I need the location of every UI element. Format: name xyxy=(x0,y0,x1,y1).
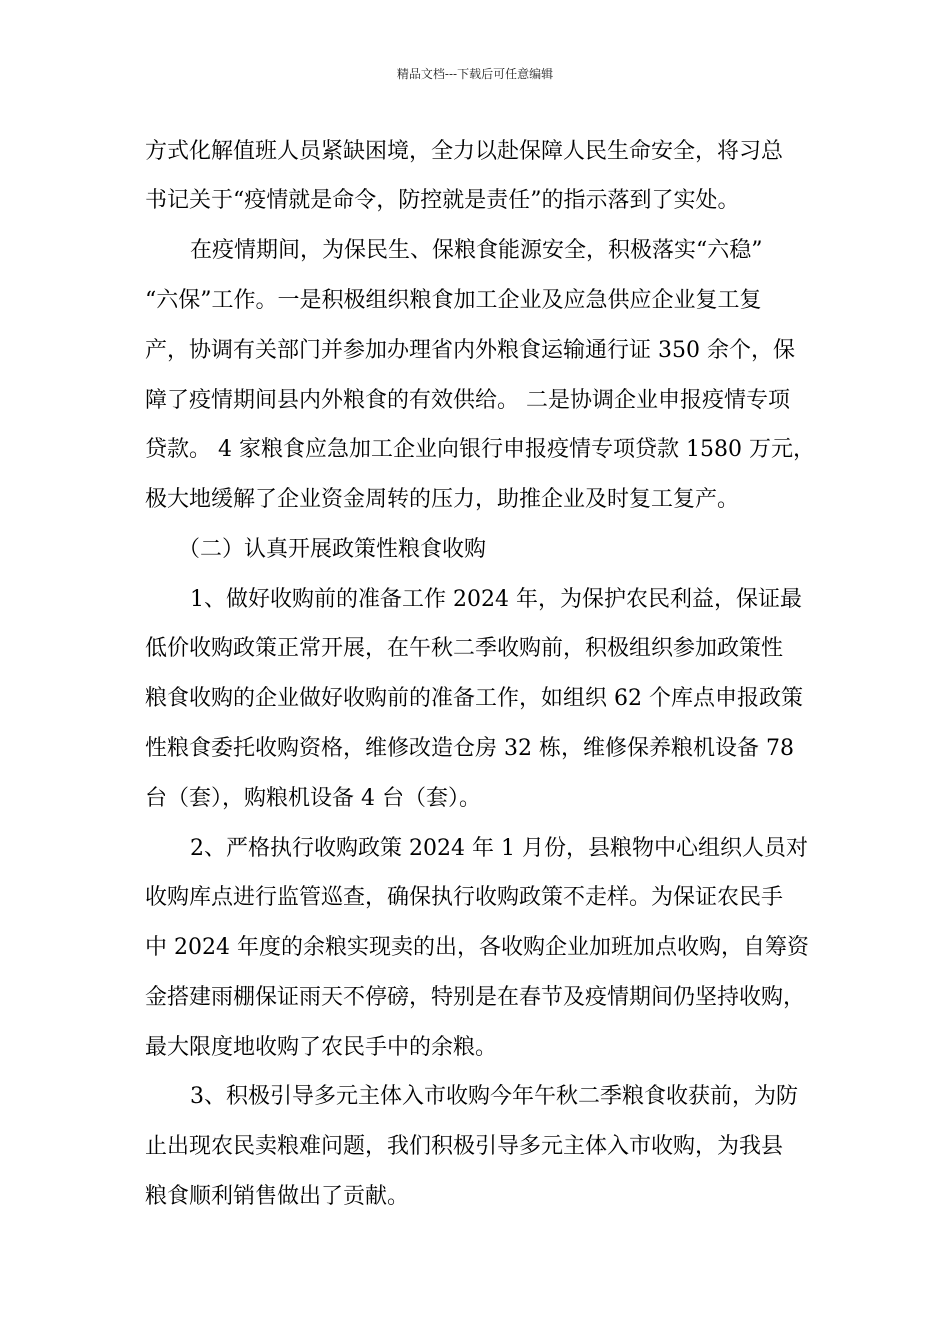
text-line: 止出现农民卖粮难问题，我们积极引导多元主体入市收购，为我县 xyxy=(145,1134,784,1159)
text-line: 金搭建雨棚保证雨天不停磅，特别是在春节及疫情期间仍坚持收购， xyxy=(145,985,806,1010)
section-heading: （二）认真开展政策性粮食收购 xyxy=(178,537,487,562)
text-line: 2、严格执行收购政策 2024 年 1 月份，县粮物中心组织人员对 xyxy=(190,836,808,861)
text-line: 最大限度地收购了农民手中的余粮。 xyxy=(145,1035,498,1060)
text-line: 台（套），购粮机设备 4 台（套）。 xyxy=(145,786,481,811)
text-line: 贷款。 4 家粮食应急加工企业向银行申报疫情专项贷款 1580 万元， xyxy=(145,437,815,462)
text-line: 粮食收购的企业做好收购前的准备工作，如组织 62 个库点申报政策 xyxy=(145,686,803,711)
page-header: 精品文档---下载后可任意编辑 xyxy=(396,67,554,81)
text-line: 书记关于“疫情就是命令，防控就是责任”的指示落到了实处。 xyxy=(145,188,740,213)
text-line: 收购库点进行监管巡查，确保执行收购政策不走样。为保证农民手 xyxy=(145,885,784,910)
text-line: 极大地缓解了企业资金周转的压力，助推企业及时复工复产。 xyxy=(145,487,740,512)
text-line: 性粮食委托收购资格，维修改造仓房 32 栋，维修保养粮机设备 78 xyxy=(145,736,794,761)
text-line: 在疫情期间，为保民生、保粮食能源安全，积极落实“六稳” xyxy=(190,238,763,263)
text-line: 低价收购政策正常开展，在午秋二季收购前，积极组织参加政策性 xyxy=(145,636,784,661)
text-line: “六保”工作。一是积极组织粮食加工企业及应急供应企业复工复 xyxy=(145,288,762,313)
text-line: 中 2024 年度的余粮实现卖的出，各收购企业加班加点收购，自筹资 xyxy=(145,935,809,960)
text-line: 障了疫情期间县内外粮食的有效供给。 二是协调企业申报疫情专项 xyxy=(145,388,790,413)
text-line: 1、做好收购前的准备工作 2024 年，为保护农民利益，保证最 xyxy=(190,587,802,612)
text-line: 粮食顺利销售做出了贡献。 xyxy=(145,1184,410,1209)
text-line: 产，协调有关部门并参加办理省内外粮食运输通行证 350 余个，保 xyxy=(145,338,795,363)
text-line: 方式化解值班人员紧缺困境，全力以赴保障人民生命安全，将习总 xyxy=(145,139,784,164)
text-line: 3、积极引导多元主体入市收购今年午秋二季粮食收获前，为防 xyxy=(190,1084,798,1109)
